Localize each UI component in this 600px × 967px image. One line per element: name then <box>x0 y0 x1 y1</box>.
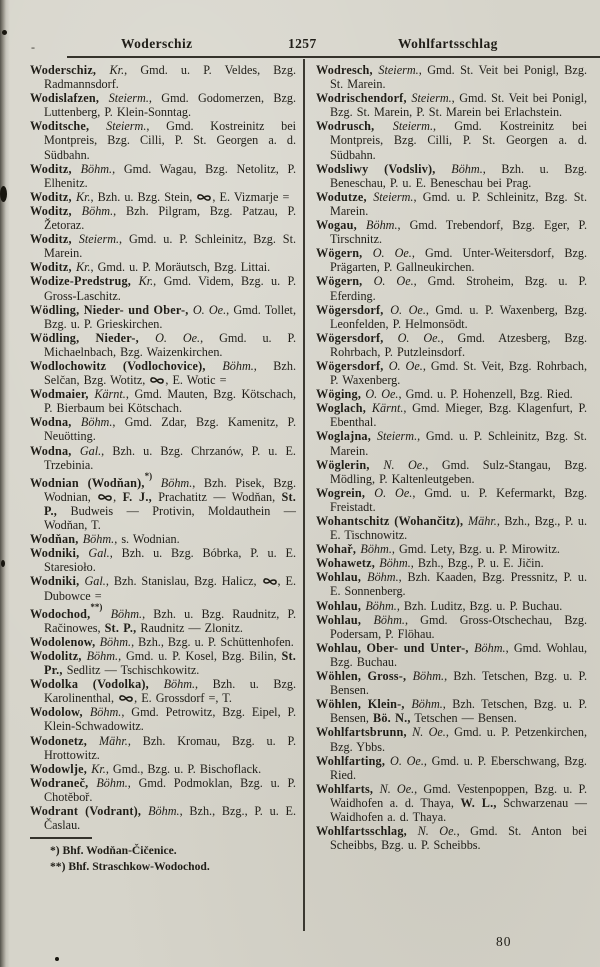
region-abbr: Steierm. <box>106 119 147 134</box>
entry-text: , Gmd. Mieger, Bzg. Klagenfurt, P. Ebenthal. <box>330 401 588 430</box>
entry-name: Woditz, <box>30 232 79 247</box>
entry-text: , Bzh., Bzg., P. u. E. Jičin. <box>410 556 544 571</box>
region-abbr: N. Oe. <box>412 725 446 740</box>
entry-text: , E. Dubowce = <box>44 574 296 603</box>
entry-name: Wohlau, <box>316 570 368 585</box>
region-abbr: O. Oe. <box>374 485 413 500</box>
region-abbr: Böhm. <box>148 804 180 818</box>
entry-text: , Bzh. Selčan, Bzg. Wotitz, <box>44 358 296 388</box>
entry-text: , <box>113 489 123 504</box>
entry-name: Wogrein, <box>316 485 375 500</box>
entry-text: , Bzh. Pisek, Bzg. Wodnian, <box>44 475 296 504</box>
region-abbr: Böhm. <box>99 634 132 649</box>
entry-name: Wohař, <box>316 542 361 557</box>
entry-text: , Gmd. u. P. Waxenberg, Bzg. Leonfelden, P. Helmonsödt. <box>330 302 587 331</box>
entry-text: , Bzh., Bzg. u. P. Schüttenhofen. <box>131 634 294 649</box>
gazetteer-entry <box>316 486 587 514</box>
region-abbr: Steierm. <box>411 91 452 106</box>
entry-name: Wodraneč, <box>30 775 97 790</box>
region-abbr: O. Oe. <box>390 302 426 317</box>
entry-name: Wögern, <box>316 274 374 289</box>
entry-text: Sedlitz — Tschischkowitz. <box>62 663 200 678</box>
entry-name: Wodolitz, <box>30 648 87 663</box>
entry-text: , Gmd. Lety, Bzg. u. P. Mirowitz. <box>391 542 560 557</box>
entry-name: Wodna, <box>30 443 80 458</box>
gazetteer-entry <box>30 546 296 574</box>
entry-name: Wöhlen, Klein-, <box>316 697 412 712</box>
entry-name: Woditz, <box>30 203 82 218</box>
entry-name: Wodrant (Vodrant), <box>30 804 149 818</box>
region-abbr: Böhm. <box>86 648 119 663</box>
entry-text: , Bzh. Stanislau, Bzg. Halicz, <box>105 574 262 589</box>
entry-text: , Gmd. Gross-Otschechau, Bzg. Podersam, P. Flöhau. <box>330 612 587 641</box>
gazetteer-entry <box>30 274 296 302</box>
gazetteer-entry <box>30 91 296 119</box>
entry-name: Wodňan, <box>30 532 83 547</box>
entry-name: Wodresch, <box>316 63 379 77</box>
entry-text: , Gmd. Vestenpoppen, Bzg. u. P. Waidhofen a. d. Thaya, <box>330 781 587 810</box>
entry-name: Wöging, <box>316 387 366 402</box>
gazetteer-entry <box>316 697 587 725</box>
region-abbr: Böhm. <box>81 203 114 218</box>
entry-text: , Gmd. Tollet, Bzg. u. P. Grieskirchen. <box>44 302 296 331</box>
entry-text: , Bzh. Pilgram, Bzg. Patzau, P. Žetoraz. <box>44 203 296 233</box>
gazetteer-entry <box>30 204 296 232</box>
entry-text: , Bzh. Kromau, Bzg. u. P. Hrottowitz. <box>44 733 296 762</box>
region-abbr: Böhm. <box>222 358 254 373</box>
entry-name: Wohlfarts, <box>316 781 380 796</box>
region-abbr: Böhm. <box>379 556 411 571</box>
gazetteer-entry <box>316 387 587 401</box>
entry-text: Tetschen — Bensen. <box>410 711 517 726</box>
region-abbr: Kr. <box>109 63 125 77</box>
railway-abbr: W. L., <box>460 795 497 810</box>
posthorn-icon <box>197 193 211 202</box>
entry-name: Wodowlje, <box>30 761 92 776</box>
region-abbr: Steierm. <box>373 189 414 204</box>
gazetteer-entry <box>316 429 587 457</box>
ink-smudge <box>1 560 5 567</box>
entry-text: Budweis — Protivin, Moldauthein — Wodňan, T. <box>44 503 296 533</box>
gazetteer-entry <box>30 444 296 472</box>
gazetteer-entry <box>30 677 296 705</box>
header-rule <box>67 56 600 58</box>
entry-text: , Gmd. St. Veit, Bzg. Rohrbach, P. Waxenberg. <box>330 358 587 388</box>
entry-name: Woditsche, <box>30 119 107 134</box>
entry-text <box>102 607 110 621</box>
entry-name: Wöglerin, <box>316 457 384 472</box>
entry-text <box>152 476 161 490</box>
gazetteer-entry <box>316 190 587 218</box>
entry-text: , Gmd. Kostreinitz bei Montpreis, Bzg. Cilli, P. St. Georgen a. d. Südbahn. <box>44 119 297 162</box>
region-abbr: Kr. <box>75 260 91 275</box>
region-abbr: Böhm. <box>96 775 128 790</box>
gazetteer-entry <box>30 119 296 161</box>
region-abbr: Steierm. <box>78 232 120 247</box>
entry-text: , Gmd. Zdar, Bzg. Kamenitz, P. Neuötting. <box>44 415 296 444</box>
gazetteer-entry <box>316 162 587 190</box>
footnote-marker: **) <box>90 601 103 612</box>
entry-text: , Gmd. u. P. Schleinitz, Bzg. St. Marein. <box>44 232 297 261</box>
posthorn-icon <box>119 694 133 703</box>
gazetteer-entry <box>30 804 296 832</box>
entry-text: , Gmd. Unter-Weitersdorf, Bzg. Prägarten, P. Gallneukirchen. <box>330 246 588 275</box>
entry-name: Wodonetz, <box>30 733 100 748</box>
region-abbr: Kärnt. <box>94 387 126 402</box>
region-abbr: Mähr. <box>99 733 128 748</box>
entry-text: Schwarzenau — Waidhofen a. d. Thaya. <box>330 795 587 824</box>
entry-name: Woditz, <box>30 161 81 176</box>
entry-text: , Bzh. u. Bzg. Stein, <box>90 189 197 204</box>
posthorn-icon <box>98 493 112 502</box>
footnote-marker: *) <box>144 470 153 481</box>
right-column <box>316 63 587 852</box>
gazetteer-entry <box>30 734 296 762</box>
gazetteer-entry <box>30 635 296 649</box>
gazetteer-entry <box>30 303 296 331</box>
entry-text: , Bzh. Kaaden, Bzg. Pressnitz, P. u. E. Sonnenberg. <box>330 570 587 599</box>
entry-text: , Bzh. Luditz, Bzg. u. P. Buchau. <box>396 598 563 613</box>
region-abbr: O. Oe. <box>365 387 399 402</box>
railway-abbr: St. P., <box>44 489 297 518</box>
entry-text: , E. Grossdorf =, T. <box>134 691 232 706</box>
entry-name: Woderschiz, <box>30 63 110 77</box>
region-abbr: Böhm. <box>82 532 115 547</box>
entry-name: Wodutze, <box>316 189 374 204</box>
gazetteer-entry <box>316 303 587 331</box>
region-abbr: Gal. <box>88 546 110 561</box>
gazetteer-entry <box>30 532 296 546</box>
region-abbr: Kr. <box>91 761 106 776</box>
gazetteer-entry <box>30 705 296 733</box>
entry-name: Wodsliwy (Vodsliv), <box>316 161 452 176</box>
region-abbr: Gal. <box>84 574 106 589</box>
gazetteer-entry <box>30 359 296 387</box>
region-abbr: Böhm. <box>411 697 443 712</box>
entry-name: Wodmaier, <box>30 387 95 402</box>
running-head-left: Woderschiz <box>121 36 193 51</box>
region-abbr: Steierm. <box>378 63 419 77</box>
footnote-rule <box>30 837 92 839</box>
gazetteer-entry <box>30 649 296 677</box>
entry-text: , Bzh. u. Bzg. Karolinenthal, <box>44 677 297 706</box>
gazetteer-entry <box>30 603 296 635</box>
entry-text: , Gmd. u. P. Hohenzell, Bzg. Ried. <box>398 387 573 402</box>
entry-name: Wodniki, <box>30 546 89 561</box>
entry-text: , Gmd. Sulz-Stangau, Bzg. Mödling, P. Kaltenleutgeben. <box>330 457 587 486</box>
entry-text: , Gmd. u. P. Kefermarkt, Bzg. Freistadt. <box>330 485 588 514</box>
region-abbr: Böhm. <box>80 415 113 430</box>
entry-name: Wohlfartsschlag, <box>316 824 418 839</box>
entry-text: , Bzh. Tetschen, Bzg. u. P. Bensen, <box>330 697 587 726</box>
gazetteer-entry <box>30 415 296 443</box>
entry-text: , E. Vizmarje = <box>212 189 290 204</box>
gazetteer-entry <box>316 599 587 613</box>
region-abbr: Böhm. <box>110 606 143 621</box>
gazetteer-entry <box>316 725 587 753</box>
entry-text: , Gmd. Mauten, Bzg. Kötschach, P. Bierbaum bei Kötschach. <box>44 387 296 416</box>
entry-text: , Gmd. u. P. Kosel, Bzg. Bilin, <box>118 648 282 663</box>
entry-name: Wögern, <box>316 246 373 261</box>
ink-smudge <box>2 30 7 35</box>
entry-name: Woglajna, <box>316 429 377 444</box>
entry-text: , Bzh. u. Bzg. Chrzanów, P. u. E. Trzebinia. <box>44 443 296 472</box>
entry-name: Woglach, <box>316 401 372 416</box>
entry-text: , Gmd. Podmoklan, Bzg. u. P. Chotěboř. <box>44 775 296 804</box>
region-abbr: Böhm. <box>373 612 405 627</box>
gazetteer-entry <box>30 260 296 274</box>
posthorn-icon <box>263 577 277 586</box>
gazetteer-entry <box>316 570 587 598</box>
gazetteer-entry <box>316 514 587 542</box>
running-head-right: Wohlfartsschlag <box>398 36 498 51</box>
gazetteer-entry <box>30 63 296 91</box>
region-abbr: O. Oe. <box>388 358 423 373</box>
entry-name: Wodolow, <box>30 705 90 720</box>
entry-text: , Gmd. Atzesberg, Bzg. Rohrbach, P. Putzleinsdorf. <box>330 330 587 359</box>
region-abbr: Kr. <box>75 189 91 204</box>
gazetteer-entry <box>316 542 587 556</box>
region-abbr: Böhm. <box>89 705 122 720</box>
gazetteer-entry <box>30 574 296 602</box>
page-number-top: 1257 <box>288 36 317 51</box>
entry-text: , Gmd. u. P. Schleinitz, Bzg. St. Marein. <box>330 429 587 458</box>
gazetteer-entry <box>316 824 587 852</box>
entry-name: Wogau, <box>316 218 367 233</box>
region-abbr: O. Oe. <box>373 274 414 289</box>
gazetteer-entry <box>30 762 296 776</box>
region-abbr: Böhm. <box>163 677 196 692</box>
region-abbr: O. Oe. <box>397 330 441 345</box>
entry-name: Wohawetz, <box>316 556 380 571</box>
entry-text: , Gmd. Wohlau, Bzg. Buchau. <box>330 640 587 669</box>
gazetteer-entry <box>30 776 296 804</box>
region-abbr: Kärnt. <box>371 401 404 416</box>
entry-text: , Gmd. u. P. Petzenkirchen, Bzg. Ybbs. <box>330 725 587 754</box>
gazetteer-entry <box>316 63 587 91</box>
gazetteer-entry <box>316 119 587 161</box>
entry-text: , Gmd. u. P. Michaelnbach, Bzg. Waizenkirchen. <box>44 330 296 359</box>
region-abbr: Gal. <box>79 443 102 458</box>
region-abbr: N. Oe. <box>379 781 415 796</box>
entry-text: , Gmd. Wagau, Bzg. Netolitz, P. Elhenitz. <box>44 161 296 190</box>
entry-name: Wohantschitz (Wohančitz), <box>316 514 469 528</box>
entry-text: , E. Wotic = <box>165 373 227 388</box>
entry-text: , Bzh., Bzg., P. u. E. Časlau. <box>44 804 296 833</box>
gazetteer-entry <box>316 782 587 824</box>
entry-text: , Gmd. Petrowitz, Bzg. Eipel, P. Klein-Schwadowitz. <box>44 705 296 734</box>
region-abbr: O. Oe. <box>192 302 227 317</box>
region-abbr: Steierm. <box>108 91 149 106</box>
entry-name: Wögersdorf, <box>316 302 391 317</box>
gazetteer-entry <box>316 613 587 641</box>
gazetteer-entry <box>316 754 587 782</box>
left-column <box>30 63 296 875</box>
region-abbr: Böhm. <box>412 669 445 684</box>
entry-name: Wohlau, <box>316 612 374 627</box>
entry-text: , Bzh. Tetschen, Bzg. u. P. Bensen. <box>330 669 588 698</box>
region-abbr: Böhm. <box>367 570 399 585</box>
entry-name: Wodniki, <box>30 574 85 589</box>
gazetteer-entry <box>30 331 296 359</box>
region-abbr: O. Oe. <box>372 246 412 261</box>
gazetteer-entry <box>30 387 296 415</box>
ink-smudge <box>0 186 7 202</box>
entry-name: Wögersdorf, <box>316 330 398 345</box>
gazetteer-entry <box>316 458 587 486</box>
entry-text: , Bzh. u. Bzg. Bóbrka, P. u. E. Staresioło. <box>44 546 297 575</box>
entry-text: Prachatitz — Wodňan, <box>151 489 282 504</box>
entry-name: Woditz, <box>30 189 76 204</box>
region-abbr: Böhm. <box>366 218 398 233</box>
ink-smudge <box>55 957 59 961</box>
gazetteer-entry <box>316 218 587 246</box>
region-abbr: Böhm. <box>474 640 506 655</box>
entry-name: Woditz, <box>30 260 76 275</box>
region-abbr: Steierm. <box>376 429 418 444</box>
region-abbr: O. Oe. <box>390 753 424 768</box>
entry-name: Wodislafzen, <box>30 91 109 106</box>
footnote: *) Bhf. Wodňan-Čičenice. <box>50 843 177 857</box>
region-abbr: Steierm. <box>392 119 433 134</box>
entry-name: Wohlfarting, <box>316 753 391 768</box>
entry-text: , Gmd. Trebendorf, Bzg. Eger, P. Tirschnitz. <box>330 218 587 247</box>
gazetteer-entry <box>30 472 296 532</box>
gazetteer-entry <box>30 190 296 204</box>
entry-text: , Gmd. Godomerzen, Bzg. Luttenberg, P. Klein-Sonntag. <box>44 91 296 120</box>
railway-abbr: St. P., <box>104 620 137 635</box>
gazetteer-entry <box>316 401 587 429</box>
entry-text: , Gmd. Kostreinitz bei Montpreis, Bzg. Cilli, P. St. Georgen a. d. Südbahn. <box>330 119 587 162</box>
entry-name: Wödling, Nieder- und Ober-, <box>30 302 193 317</box>
region-abbr: Böhm. <box>160 475 193 490</box>
entry-text: , Bzh. u. Bzg. Beneschau, P. u. E. Beneschau bei Prag. <box>330 161 588 190</box>
entry-name: Wodrischendorf, <box>316 91 412 106</box>
column-divider-rule <box>303 59 305 931</box>
entry-text: Raudnitz — Zlonitz. <box>136 620 243 635</box>
region-abbr: Böhm. <box>365 598 397 613</box>
gazetteer-entry <box>316 274 587 302</box>
entry-name: Wodochod, <box>30 606 91 621</box>
entry-text: , Gmd. u. P. Eberschwang, Bzg. Ried. <box>330 753 587 782</box>
entry-text: , Gmd. u. P. Veldes, Bzg. Radmannsdorf. <box>44 63 296 92</box>
entry-name: Wodolenow, <box>30 634 100 649</box>
entry-name: Wöhlen, Gross-, <box>316 669 413 684</box>
entry-text: , Gmd. Videm, Bzg. u. P. Gross-Laschitz. <box>44 274 297 303</box>
railway-abbr: F. J., <box>122 489 152 504</box>
gazetteer-entry <box>316 91 587 119</box>
gazetteer-entry <box>316 641 587 669</box>
region-abbr: Böhm. <box>360 542 392 557</box>
entry-name: Wodrusch, <box>316 119 393 134</box>
entry-text: , Gmd. St. Veit bei Ponigl, Bzg. St. Marein. <box>330 63 587 92</box>
region-abbr: N. Oe. <box>383 457 426 472</box>
region-abbr: N. Oe. <box>417 824 457 839</box>
entry-name: Wodnian (Wodňan), <box>30 475 145 490</box>
entry-name: Wohlau, <box>316 598 366 613</box>
railway-abbr: St. Pr., <box>44 648 296 678</box>
gazetteer-entry <box>30 162 296 190</box>
page-number-bottom: 80 <box>496 934 512 949</box>
footnote: **) Bhf. Straschkow-Wodochod. <box>50 859 210 873</box>
posthorn-icon <box>150 376 164 385</box>
stray-mark: - <box>31 40 35 54</box>
region-abbr: Mähr. <box>468 514 497 528</box>
entry-text: , Bzh. u. Bzg. Raudnitz, P. Račinowes, <box>44 606 297 635</box>
entry-name: Wodlochowitz (Vodlochovice), <box>30 358 223 373</box>
entry-name: Wodna, <box>30 415 81 430</box>
entry-name: Wögersdorf, <box>316 358 389 373</box>
entry-text: , s. Wodnian. <box>114 532 180 547</box>
entry-text: , Gmd. u. P. Moräutsch, Bzg. Littai. <box>90 260 271 275</box>
book-binding-edge <box>0 0 10 967</box>
entry-text: , Gmd. St. Anton bei Scheibbs, Bzg. u. P. Scheibbs. <box>330 824 587 853</box>
railway-abbr: Bö. N., <box>372 711 411 726</box>
region-abbr: Böhm. <box>451 161 483 176</box>
region-abbr: Kr. <box>138 274 154 289</box>
gazetteer-entry <box>316 669 587 697</box>
entry-text: , Gmd. St. Veit bei Ponigl, Bzg. St. Marein, P. St. Marein bei Erlachstein. <box>330 91 588 120</box>
region-abbr: Böhm. <box>80 161 113 176</box>
entry-name: Wödling, Nieder-, <box>30 330 156 345</box>
gazetteer-entry <box>316 556 587 570</box>
entry-name: Wodolka (Vodolka), <box>30 677 164 692</box>
entry-text: , Gmd., Bzg. u. P. Bischoflack. <box>105 761 262 776</box>
gazetteer-entry <box>316 359 587 387</box>
region-abbr: O. Oe. <box>155 330 201 345</box>
gazetteer-entry <box>316 331 587 359</box>
entry-text: , Bzh., Bzg., P. u. E. Tischnowitz. <box>330 514 587 543</box>
entry-text: , Gmd. u. P. Schleinitz, Bzg. St. Marein. <box>330 189 587 218</box>
entry-name: Wohlau, Ober- und Unter-, <box>316 640 475 655</box>
gazetteer-entry <box>316 246 587 274</box>
entry-text: , Gmd. Stroheim, Bzg. u. P. Eferding. <box>330 274 587 303</box>
entry-name: Wohlfartsbrunn, <box>316 725 413 740</box>
entry-name: Wodize-Predstrug, <box>30 274 139 289</box>
gazetteer-entry <box>30 232 296 260</box>
